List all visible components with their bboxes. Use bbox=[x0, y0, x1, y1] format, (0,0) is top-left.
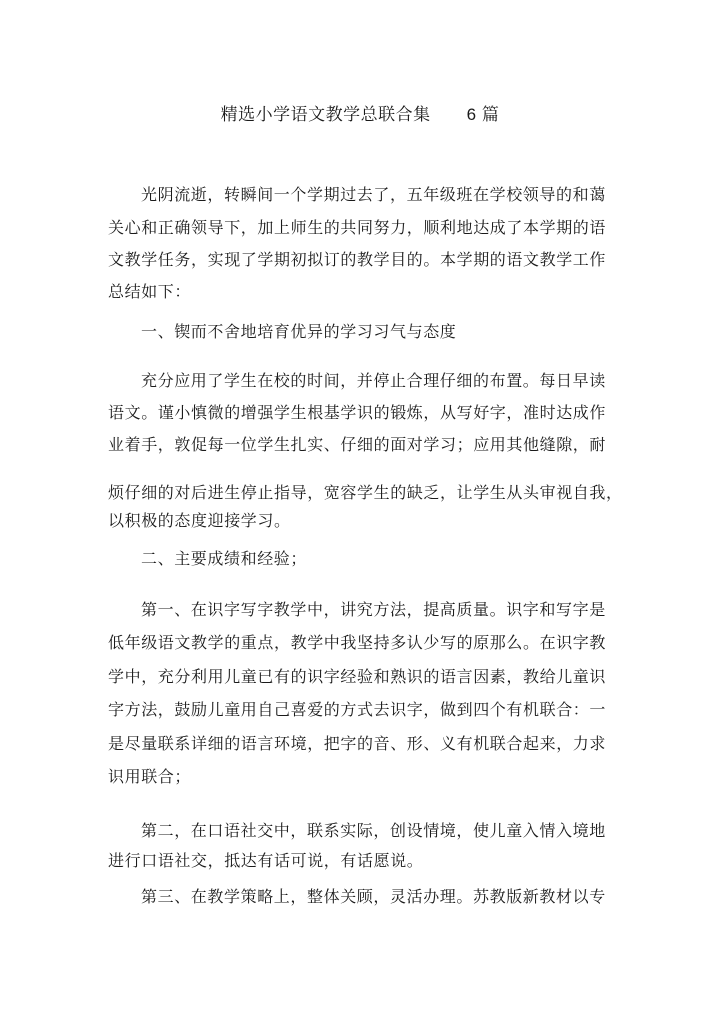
paragraph-line: 第三、在教学策略上，整体关顾，灵活办理。苏教版新教材以专 bbox=[141, 887, 606, 906]
paragraph-line: 烦仔细的对后进生停止指导，宽容学生的缺乏，让学生从头审视自我， bbox=[108, 483, 623, 502]
paragraph-line: 语文。谨小慎微的增强学生根基学识的锻炼，从写好字，准时达成作 bbox=[108, 403, 607, 422]
paragraph-line: 学中，充分利用儿童已有的识字经验和熟识的语言因素，教给儿童识 bbox=[108, 667, 607, 686]
paragraph-line: 关心和正确领导下，加上师生的共同努力，顺利地达成了本学期的语 bbox=[108, 218, 607, 237]
section-heading: 一、锲而不舍地培育优异的学习习气与态度 bbox=[141, 322, 457, 341]
paragraph-line: 业着手，敦促每一位学生扎实、仔细的面对学习；应用其他缝隙，耐 bbox=[108, 435, 607, 454]
paragraph-line: 是尽量联系详细的语言环境，把字的音、形、义有机联合起来，力求 bbox=[108, 734, 607, 753]
paragraph-line: 第一、在识字写字教学中，讲究方法，提高质量。识字和写字是 bbox=[141, 600, 606, 619]
paragraph-line: 充分应用了学生在校的时间，并停止合理仔细的布置。每日早读 bbox=[141, 371, 606, 390]
section-heading: 二、主要成绩和经验； bbox=[141, 549, 308, 568]
title-count: 6 篇 bbox=[466, 105, 500, 124]
paragraph-line: 光阴流逝，转瞬间一个学期过去了，五年级班在学校领导的和蔼 bbox=[141, 185, 606, 204]
paragraph-line: 文教学任务，实现了学期初拟订的教学目的。本学期的语文教学工作 bbox=[108, 250, 607, 269]
paragraph-line: 识用联合； bbox=[108, 767, 192, 786]
paragraph-line: 进行口语社交，抵达有话可说，有话愿说。 bbox=[108, 851, 424, 870]
paragraph-line: 字方法，鼓励儿童用自己喜爱的方式去识字，做到四个有机联合：一 bbox=[108, 700, 607, 719]
paragraph-line: 以积极的态度迎接学习。 bbox=[108, 511, 291, 530]
document-title bbox=[0, 100, 720, 125]
title-text: 精选小学语文教学总联合集 bbox=[220, 105, 431, 125]
paragraph-line: 第二，在口语社交中，联系实际，创设情境，使儿童入情入境地 bbox=[141, 821, 606, 840]
paragraph-line: 低年级语文教学的重点，教学中我坚持多认少写的原那么。在识字教 bbox=[108, 633, 607, 652]
paragraph-line: 总结如下： bbox=[108, 282, 192, 301]
